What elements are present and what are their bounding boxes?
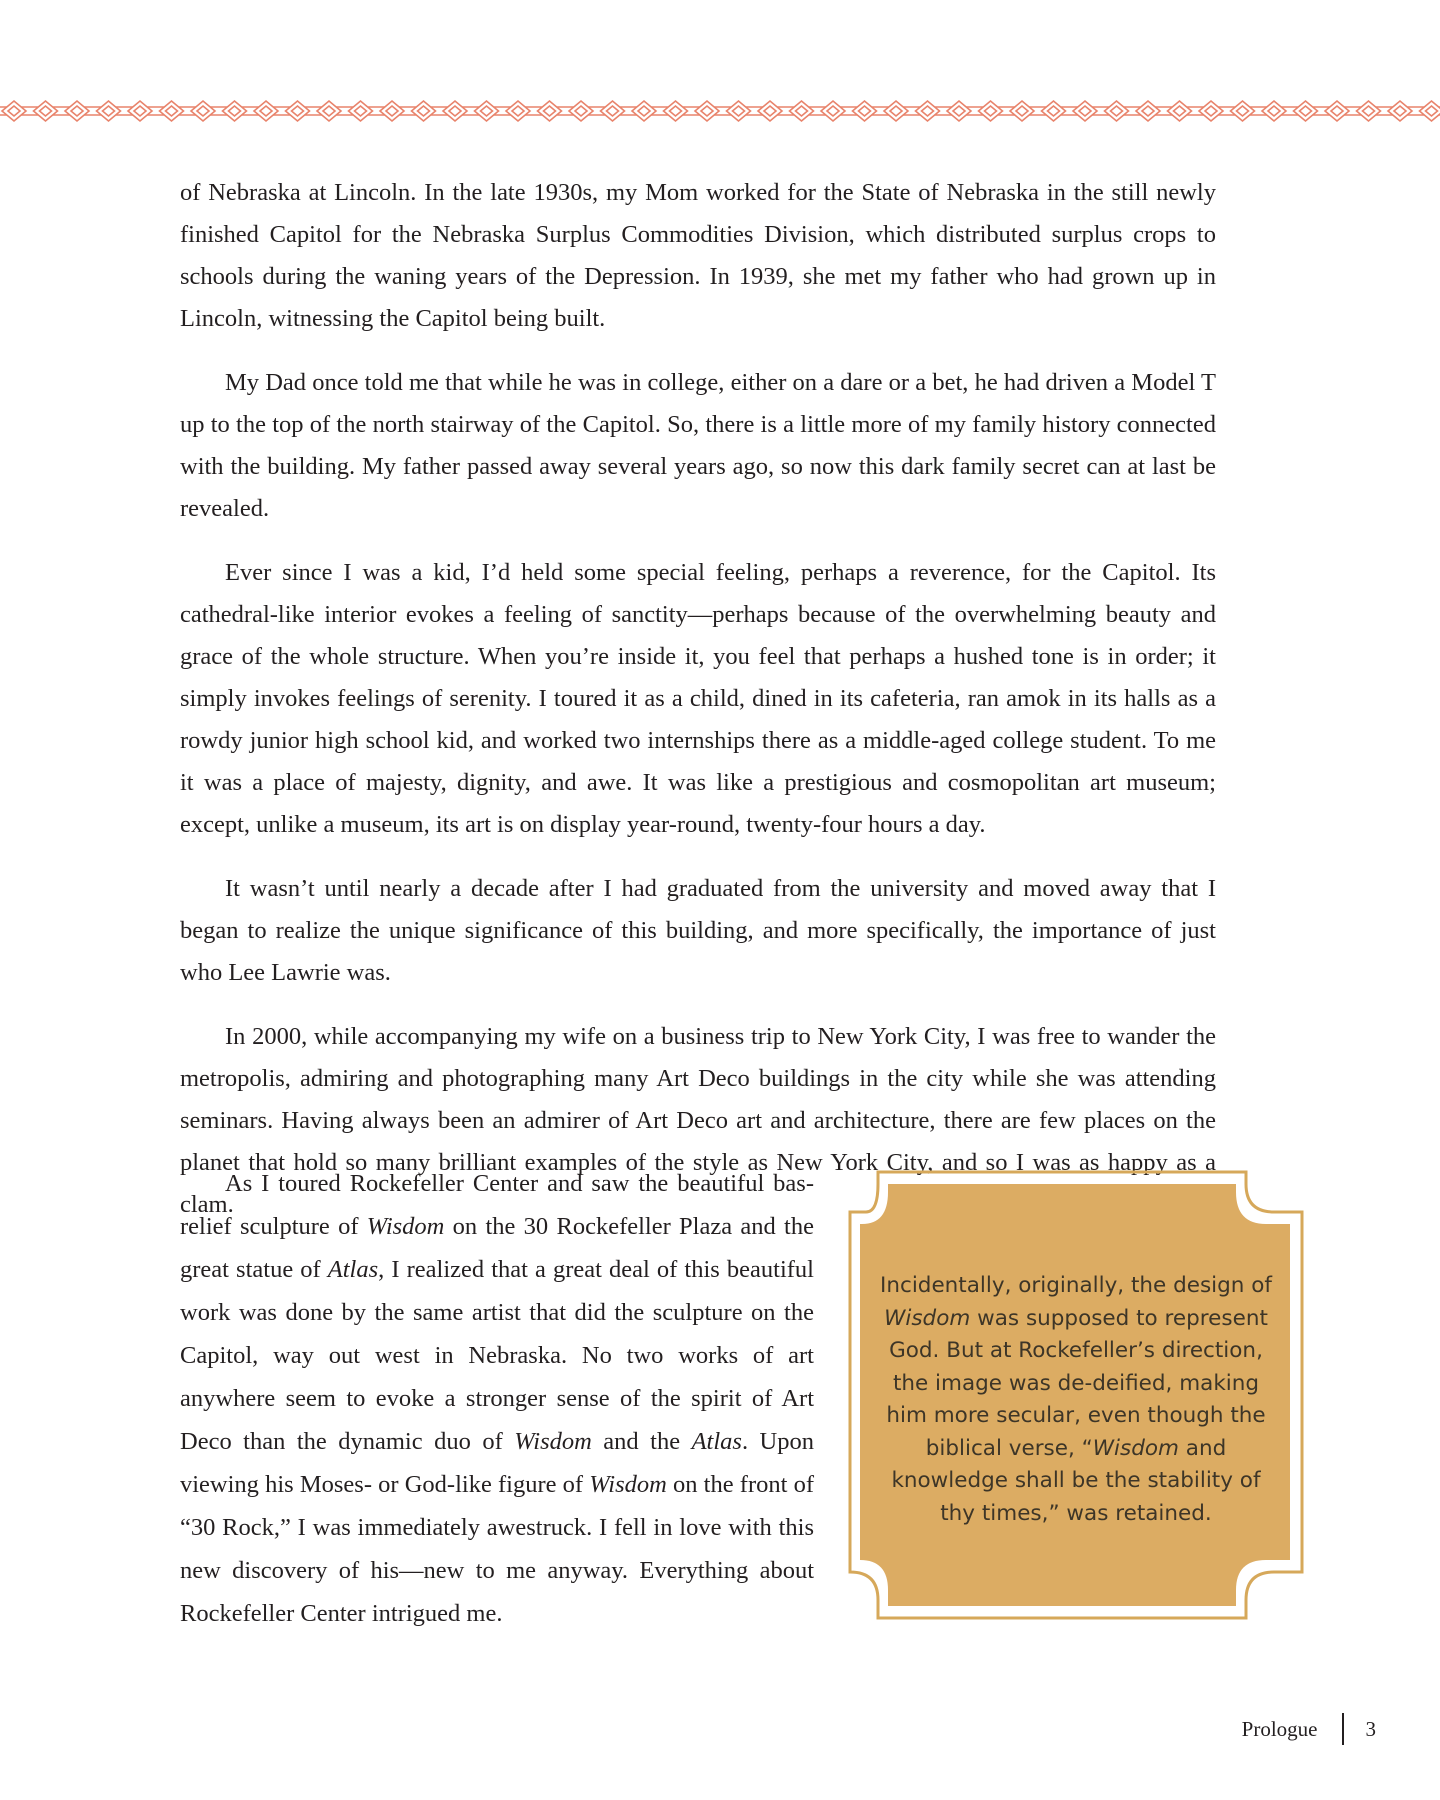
page-number: 3 — [1365, 1716, 1376, 1741]
border-diamond — [664, 101, 688, 121]
body-text — [180, 172, 1216, 1248]
italic-title: Atlas — [691, 1428, 742, 1455]
italic-title: Wisdom — [884, 1305, 971, 1331]
paragraph: My Dad once told me that while he was in college, either on a dare or a bet, he had driven a Model T up to the top of the north stairway of the Capitol. So, there is a little more of my family history connected with the building. My father passed away several years ago, so now this dark family secret can at last be revealed. — [180, 369, 1216, 522]
text-run: on the front of “30 Rock,” I was immediately awestruck. I fell in love with this new discovery of his—new to me anyway. Everything about Rockefeller Center intrigued me. — [180, 1471, 814, 1627]
border-diamond — [1231, 101, 1255, 121]
border-diamond — [128, 101, 152, 121]
border-diamond — [884, 101, 908, 121]
border-diamond — [1325, 101, 1349, 121]
border-diamond — [380, 101, 404, 121]
border-diamond — [286, 101, 310, 121]
border-diamond — [1168, 101, 1192, 121]
border-diamond — [821, 101, 845, 121]
italic-title: Wisdom — [514, 1428, 592, 1455]
decorative-border-band — [0, 96, 1440, 126]
border-diamond — [475, 101, 499, 121]
border-diamond — [727, 101, 751, 121]
border-diamond — [97, 101, 121, 121]
border-diamond — [412, 101, 436, 121]
border-diamond — [349, 101, 373, 121]
border-diamond — [506, 101, 530, 121]
footer-divider — [1342, 1713, 1344, 1745]
border-diamond — [1136, 101, 1160, 121]
border-diamond — [1357, 101, 1381, 121]
border-diamond — [979, 101, 1003, 121]
border-diamond — [695, 101, 719, 121]
text-run: on the 30 Rockefeller Plaza and the great statue of — [180, 1213, 814, 1283]
paragraph: Ever since I was a kid, I’d held some special feeling, perhaps a reverence, for the Capitol. Its cathedral-like interior evokes a feeling of sanctity—perhaps because of the overwhelming beauty and grace of the whole structure. When you’re inside it, you feel that perhaps a hushed tone is in order; it simply invokes feelings of serenity. I toured it as a child, dined in its cafeteria, ran amok in its halls as a rowdy junior high school kid, and worked two internships there as a middle-aged college student. To me it was a place of majesty, dignity, and awe. It was like a prestigious and cosmopolitan art museum; except, unlike a museum, its art is on display year-round, twenty-four hours a day. — [180, 559, 1216, 838]
italic-title: Wisdom — [589, 1471, 667, 1498]
border-diamond — [601, 101, 625, 121]
border-diamond — [790, 101, 814, 121]
border-diamond — [1042, 101, 1066, 121]
border-diamond — [443, 101, 467, 121]
text-run: . Upon viewing his Moses- or God-like figure of — [180, 1428, 814, 1498]
paragraph: It wasn’t until nearly a decade after I had graduated from the university and moved away that I began to realize the unique significance of this building, and more specifically, the importance of just who Lee Lawrie was. — [180, 875, 1216, 986]
text-run: and knowledge shall be the stability of thy times,” was retained. — [891, 1435, 1261, 1526]
callout-text — [878, 1270, 1274, 1530]
border-diamond — [1199, 101, 1223, 121]
border-diamond — [1105, 101, 1129, 121]
border-diamond — [223, 101, 247, 121]
border-diamond — [1010, 101, 1034, 121]
italic-title: Wisdom — [1092, 1435, 1179, 1461]
border-diamond — [569, 101, 593, 121]
border-diamond — [254, 101, 278, 121]
paragraph: of Nebraska at Lincoln. In the late 1930s, my Mom worked for the State of Nebraska in the still newly finished Capitol for the Nebraska Surplus Commodities Division, which distributed surplus crops to schools during the waning years of the Depression. In 1939, she met my father who had grown up in Lincoln, witnessing the Capitol being built. — [180, 179, 1216, 332]
border-diamond — [758, 101, 782, 121]
paragraph-rockefeller — [180, 1162, 814, 1635]
border-diamond — [1262, 101, 1286, 121]
section-label: Prologue — [1241, 1716, 1318, 1741]
border-diamond — [34, 101, 58, 121]
border-diamond — [65, 101, 89, 121]
border-diamond — [1388, 101, 1412, 121]
text-run: and the — [591, 1428, 692, 1455]
text-run: As I toured Rockefeller Center and saw the beautiful bas-relief sculpture of — [180, 1170, 814, 1240]
italic-title: Atlas — [327, 1256, 379, 1283]
border-diamond — [317, 101, 341, 121]
border-diamond — [160, 101, 184, 121]
text-run: was supposed to represent God. But at Rockefeller’s direction, the image was de-deified, making him more secular, even though the biblical verse, “ — [886, 1305, 1268, 1461]
border-diamond — [2, 101, 26, 121]
italic-title: Wisdom — [366, 1213, 445, 1240]
paragraph: In 2000, while accompanying my wife on a business trip to New York City, I was free to wander the metropolis, admiring and photographing many Art Deco buildings in the city while she was attending seminars. Having always been an admirer of Art Deco art and architecture, there are few places on the planet that hold so many brilliant examples of the style as New York City, and so I was as happy as a clam. — [180, 1023, 1216, 1218]
diamond-chain-border-icon — [0, 101, 1440, 121]
border-diamond — [1294, 101, 1318, 121]
border-diamond — [191, 101, 215, 121]
border-diamond — [632, 101, 656, 121]
border-diamond — [853, 101, 877, 121]
border-diamond — [538, 101, 562, 121]
border-diamond — [916, 101, 940, 121]
text-run: , I realized that a great deal of this beautiful work was done by the same artist that did the sculpture on the Capitol, way out west in Nebraska. No two works of art anywhere seem to evoke a stronger sense of the spirit of Art Deco than the dynamic duo of — [180, 1256, 814, 1455]
page-footer — [1242, 1712, 1376, 1746]
text-run: Incidentally, originally, the design of — [880, 1273, 1272, 1298]
border-diamond — [947, 101, 971, 121]
sidebar-callout — [846, 1168, 1306, 1622]
border-diamond — [1073, 101, 1097, 121]
